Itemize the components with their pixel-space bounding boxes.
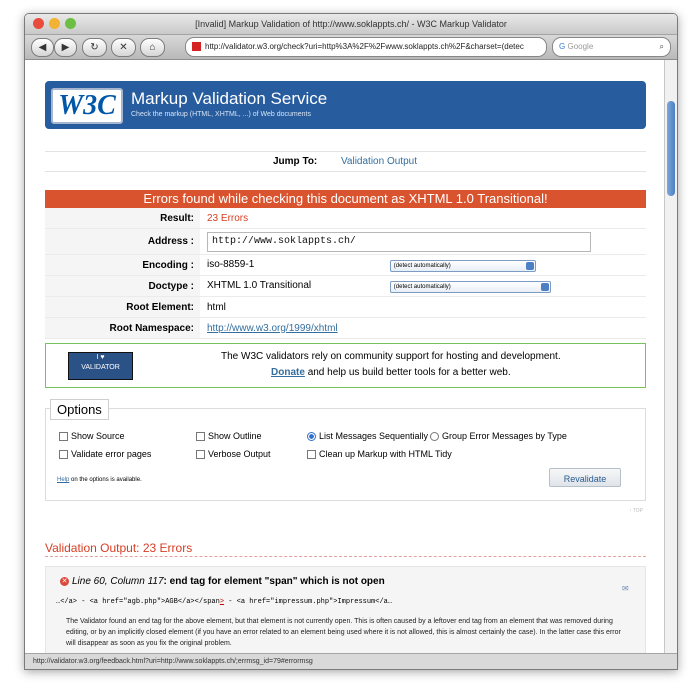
code-error-marker: > [219, 598, 225, 606]
doctype-row [45, 276, 646, 297]
error-location: Line 60, Column 117 [72, 576, 164, 587]
error-message-panel [45, 566, 646, 653]
group-errors-option[interactable] [430, 431, 567, 441]
doctype-label: Doctype : [45, 276, 200, 297]
show-outline-option[interactable] [196, 431, 262, 441]
jump-to-bar [45, 151, 646, 172]
window-title: [Invalid] Markup Validation of http://www.soklappts.ch/ - W3C Markup Validator [195, 19, 507, 29]
list-sequentially-option[interactable] [307, 431, 428, 441]
doctype-cell [200, 276, 646, 297]
encoding-row [45, 255, 646, 276]
address-bar[interactable] [185, 37, 547, 57]
validate-error-pages-option[interactable] [59, 449, 151, 459]
browser-window [24, 13, 678, 670]
validation-output-link[interactable]: Validation Output [341, 156, 417, 167]
error-explanation: The Validator found an end tag for the above element, but that element is not currently open. This is often caused by a leftover end tag from an element that was removed during editing, or by an implicitly closed element (if you have an error related to an element being used where it is not allowed, this is almost certainly the case). In the latter case this error will disappear as soon as you fix the original problem. [66, 618, 621, 647]
root-element-value: html [200, 297, 646, 318]
validation-output-title: Validation Output: 23 Errors [45, 541, 646, 557]
error-title [60, 576, 385, 587]
root-namespace-cell [200, 318, 646, 339]
search-icon[interactable]: ⌕ [659, 42, 664, 51]
close-window-button[interactable] [33, 18, 44, 29]
error-icon: ✕ [61, 577, 68, 585]
donate-text: and help us build better tools for a better web. [307, 367, 511, 378]
validation-results-table [45, 208, 646, 339]
browser-toolbar [25, 35, 677, 60]
encoding-label: Encoding : [45, 255, 200, 276]
service-subtitle: Check the markup (HTML, XHTML, ...) of Web documents [131, 111, 311, 118]
i-love-validator-badge[interactable] [68, 352, 133, 380]
minimize-window-button[interactable] [49, 18, 60, 29]
encoding-select[interactable]: (detect automatically) [390, 260, 536, 272]
service-title: Markup Validation Service [131, 89, 328, 108]
help-text: on the options is available. [71, 477, 142, 483]
forward-button[interactable]: ▶ [54, 38, 77, 57]
google-search-icon: G [559, 42, 566, 51]
window-titlebar [25, 14, 677, 35]
window-controls [33, 18, 76, 29]
address-input[interactable] [207, 232, 591, 252]
community-support-box [45, 343, 646, 388]
root-element-label: Root Element: [45, 297, 200, 318]
back-button[interactable]: ◀ [31, 38, 54, 57]
doctype-value: XHTML 1.0 Transitional [207, 279, 312, 291]
error-banner: Errors found while checking this document as XHTML 1.0 Transitional! [45, 190, 646, 208]
page-viewport [25, 60, 665, 653]
encoding-cell [200, 255, 646, 276]
address-url: http://validator.w3.org/check?uri=http%3A%2F%2Fwww.soklappts.ch%2F&charset=(detec [205, 42, 524, 51]
search-placeholder: Google [567, 42, 594, 51]
verbose-output-option[interactable] [196, 449, 271, 459]
group-errors-label: Group Error Messages by Type [442, 431, 567, 441]
search-box[interactable] [552, 37, 671, 57]
vertical-scrollbar[interactable] [664, 60, 677, 653]
support-text: The W3C validators rely on community support for hosting and development. [221, 351, 561, 362]
code-after: - <a href="impressum.php">Impressum</a… [224, 598, 393, 606]
validator-header [45, 81, 646, 129]
list-sequentially-label: List Messages Sequentially [319, 431, 429, 441]
address-cell [200, 229, 646, 255]
show-source-checkbox[interactable] [59, 432, 68, 441]
options-help [57, 477, 142, 483]
status-bar [25, 653, 677, 669]
result-value: 23 Errors [200, 208, 646, 229]
scrollbar-thumb[interactable] [667, 101, 675, 196]
doctype-select[interactable]: (detect automatically) [390, 281, 551, 293]
result-row [45, 208, 646, 229]
list-sequentially-radio[interactable] [307, 432, 316, 441]
show-outline-checkbox[interactable] [196, 432, 205, 441]
error-source-line [56, 598, 392, 606]
encoding-value: iso-8859-1 [207, 258, 255, 270]
options-panel [45, 402, 646, 501]
group-errors-radio[interactable] [430, 432, 439, 441]
reload-button[interactable]: ↻ [82, 38, 107, 57]
help-link[interactable]: Help [57, 477, 70, 483]
validate-error-pages-label: Validate error pages [71, 449, 152, 459]
root-namespace-row [45, 318, 646, 339]
tidy-label: Clean up Markup with HTML Tidy [319, 449, 452, 459]
root-element-row [45, 297, 646, 318]
feedback-mail-icon[interactable]: ✉ [622, 584, 629, 593]
zoom-window-button[interactable] [65, 18, 76, 29]
verbose-output-label: Verbose Output [208, 449, 271, 459]
root-namespace-link[interactable]: http://www.w3.org/1999/xhtml [207, 322, 338, 334]
site-favicon-icon [192, 42, 201, 51]
badge-heart-line: I ♥ [96, 354, 105, 361]
show-outline-label: Show Outline [208, 431, 262, 441]
code-before: …</a> - <a href="agb.php">AGB</a></span [56, 598, 220, 606]
verbose-output-checkbox[interactable] [196, 450, 205, 459]
error-message: : end tag for element "span" which is not open [163, 576, 385, 587]
top-link[interactable]: ↑ TOP [629, 508, 643, 514]
show-source-label: Show Source [71, 431, 125, 441]
tidy-option[interactable] [307, 449, 452, 459]
options-title: Options [50, 399, 109, 420]
status-url: http://validator.w3.org/feedback.html?uri=http://www.soklappts.ch/;errmsg_id=79#errormsg [33, 658, 313, 665]
show-source-option[interactable] [59, 431, 125, 441]
w3c-logo[interactable]: W3C [51, 88, 123, 124]
address-label: Address : [45, 229, 200, 255]
stop-button[interactable]: ✕ [111, 38, 136, 57]
donate-link[interactable]: Donate [271, 367, 305, 378]
revalidate-button[interactable]: Revalidate [549, 468, 621, 487]
result-label: Result: [45, 208, 200, 229]
address-row [45, 229, 646, 255]
tidy-checkbox[interactable] [307, 450, 316, 459]
validate-error-pages-checkbox[interactable] [59, 450, 68, 459]
badge-validator-line: VALIDATOR [81, 364, 120, 371]
jump-label: Jump To: [273, 156, 318, 167]
root-namespace-label: Root Namespace: [45, 318, 200, 339]
donate-line [271, 367, 511, 378]
home-button[interactable]: ⌂ [140, 38, 165, 57]
